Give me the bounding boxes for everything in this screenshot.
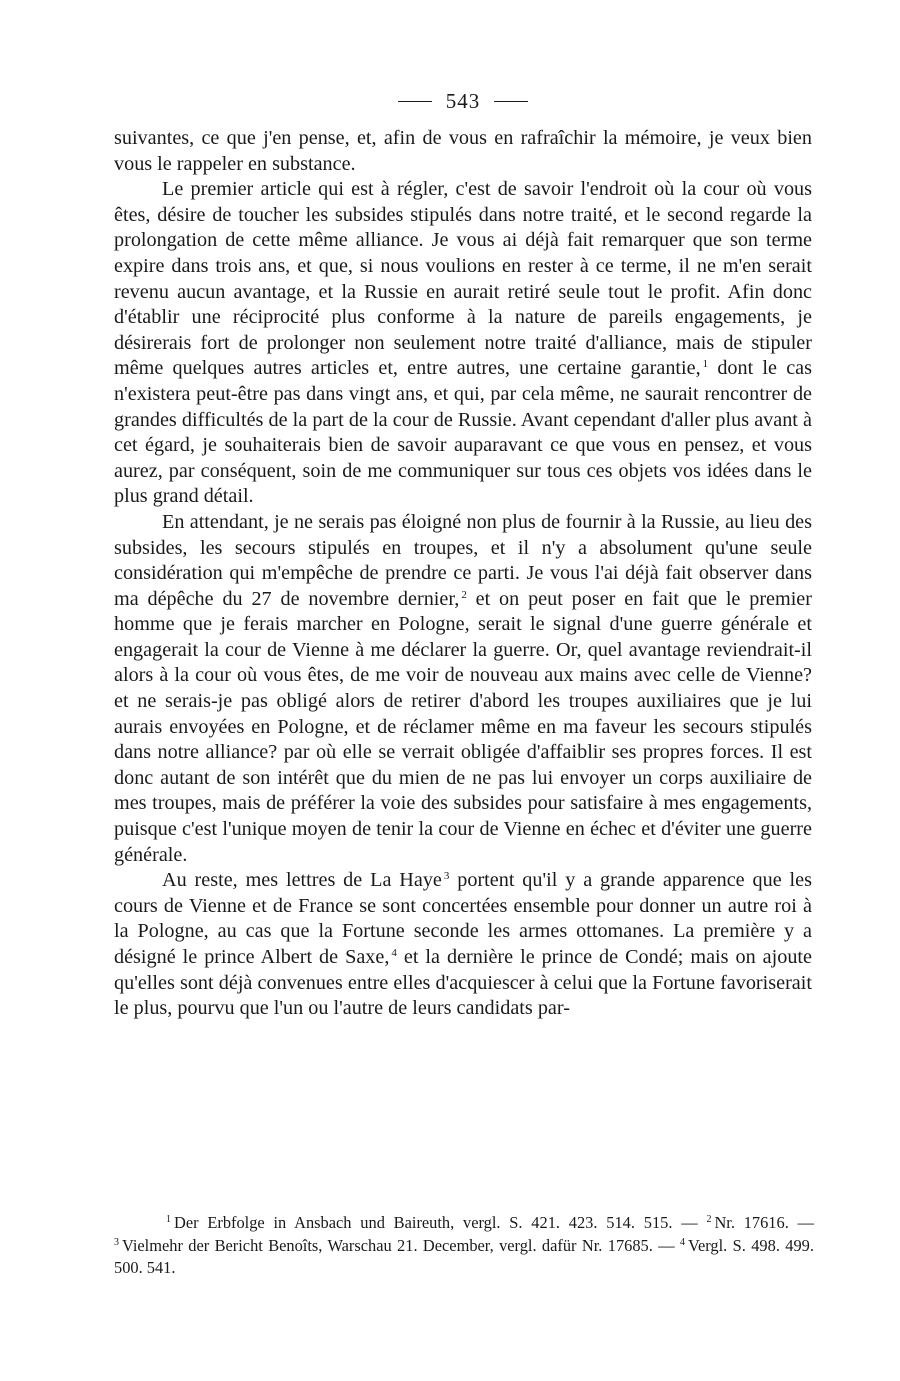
footnote-2 [706,1213,814,1232]
footnote-mark: 2 [706,1214,712,1225]
paragraph-1 [114,126,812,177]
footnote-reference-1: 1 [702,358,709,371]
paragraph-3 [114,510,812,868]
footnote-text: Nr. 17616. — [714,1213,814,1232]
footnote-text: Der Erbfolge in Ansbach und Baireuth, vergl. S. 421. 423. 514. 515. — [174,1213,698,1232]
book-page [114,84,812,1022]
footnote-text: Vergl. S. 498. 499. 500. 541. [114,1235,814,1277]
paragraph-text: et la dernière le prince de Condé; mais on ajoute qu'elles sont déjà convenues entre elles d'acquiescer à celui que la Fortune favoriserait le plus, pourvu que l'un ou l'autre de leurs candidats par- [114,946,812,1020]
header-rule-left [398,101,432,102]
paragraph-text: portent qu'il y a grande apparence que les cours de Vienne et de France se sont concertées ensemble pour donner un autre roi à la Pologne, au cas que la Fortune seconde les armes ottomanes. La première y a désigné le prince Albert de Saxe, [114,869,812,968]
paragraph-2 [114,177,812,510]
paragraph-text: En attendant, je ne serais pas éloigné non plus de fournir à la Russie, au lieu des subsides, les secours stipulés en troupes, et il n'y a absolument qu'une seule considération qui m'empêche de prendre ce parti. Je vous l'ai déjà fait observer dans ma dépêche du 27 de novembre dernier, [114,510,812,610]
footnote-1 [166,1213,698,1232]
page-number: 543 [445,88,481,113]
footnote-reference-3: 3 [443,870,450,883]
body-text [114,126,812,1022]
paragraph-text: Le premier article qui est à régler, c'est de savoir l'endroit où la cour où vous êtes, désire de toucher les subsides stipulés dans notre traité, et le second regarde la prolongation de cette même alliance. Je vous ai déjà fait remarquer que son terme expire dans trois ans, et que, si nous voulions en rester à ce terme, il ne m'en serait revenu aucun avantage, et la Russie en aurait retiré seule tout le profit. Afin donc d'établir une réciprocité plus conforme à la nature de pareils engagements, je désirerais fort de prolonger non seulement notre traité d'alliance, mais de stipuler même quelques autres articles et, entre autres, une certaine garantie, [114,178,812,380]
footnote-text: Vielmehr der Bericht Benoîts, Warschau 21. December, vergl. dafür Nr. 17685. — [122,1235,675,1255]
paragraph-text: et on peut poser en fait que le premier homme que je ferais marcher en Pologne, serait le signal d'une guerre générale et engagerait la cour de Vienne à me déclarer la guerre. Or, quel avantage reviendrait-il alors à la cour où vous êtes, de me voir de nouveau aux mains avec celle de Vienne? et ne serais-je pas obligé alors de retirer d'abord les troupes auxiliaires que je lui aurais envoyées en Pologne, et de réclamer même en ma faveur les secours stipulés dans notre alliance? par où elle se verrait obligée d'affaiblir ses propres forces. Il est donc autant de son intérêt que du mien de ne pas lui envoyer un corps auxiliaire de mes troupes, mais de préférer la voie des subsides pour satisfaire à mes engagements, puisque c'est l'unique moyen de tenir la cour de Vienne en échec et d'éviter une guerre générale. [114,587,812,866]
paragraph-4 [114,868,812,1022]
footnote-3 [114,1236,675,1255]
footnote-reference-4: 4 [391,947,397,959]
paragraph-text: Au reste, mes lettres de La Haye [162,869,442,892]
running-header [114,84,812,118]
footnote-mark: 4 [679,1236,685,1248]
footnote-reference-2: 2 [461,588,467,601]
paragraph-text: dont le cas n'existera peut-être pas dans vingt ans, et qui, par cela même, ne saurait rencontrer de grandes difficultés de la part de la cour de Russie. Avant cependant d'aller plus avant à cet égard, je souhaiterais bien de savoir auparavant ce que vous en pensez, et vous aurez, par conséquent, soin de me communiquer sur tous ces objets vos idées dans le plus grand détail. [114,357,812,508]
header-rule-right [494,101,528,102]
footnote-mark: 3 [114,1236,119,1248]
footnote-mark: 1 [166,1214,171,1225]
footnotes [114,1212,814,1280]
paragraph-text: suivantes, ce que j'en pense, et, afin de vous en rafraîchir la mémoire, je veux bien vous le rappeler en substance. [114,127,812,175]
